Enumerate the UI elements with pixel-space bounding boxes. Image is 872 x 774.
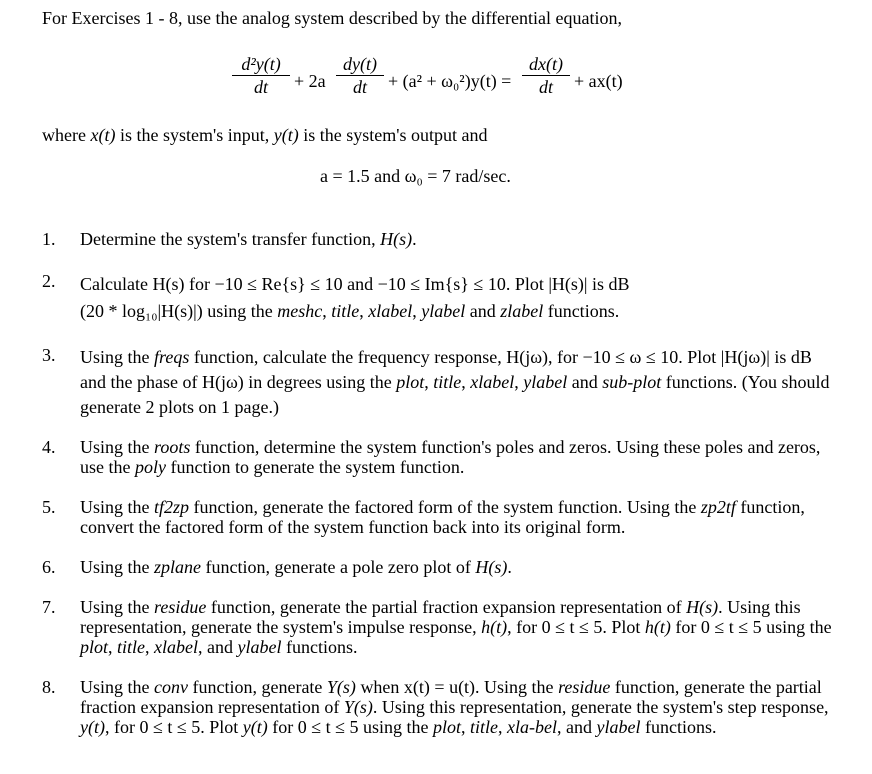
exercise-number: 5. <box>42 497 56 517</box>
fraction-dy-dt <box>336 54 384 97</box>
exercise-text: Using the tf2zp function, generate the factored form of the system function. Using the zp2tf function, convert the factored form of the system function back into its original form. <box>80 497 805 537</box>
fraction-bar <box>232 75 290 76</box>
exercise-item-7 <box>42 597 842 657</box>
exercise-number: 2. <box>42 271 56 291</box>
exercise-item-3 <box>42 345 842 420</box>
where-sentence: where x(t) is the system's input, y(t) is the system's output and <box>42 125 488 145</box>
exercise-text: Using the residue function, generate the partial fraction expansion representation of H(s). Using this representation, generate the system's impulse response, h(t), for 0 ≤ t ≤ 5. Plot h(t) for 0 ≤ t ≤ 5 using the plot, title, xlabel, and ylabel functions. <box>80 597 832 657</box>
fraction-d2y-dt <box>232 54 290 97</box>
differential-equation <box>232 52 652 110</box>
intro-text: For Exercises 1 - 8, use the analog system described by the differential equation, <box>42 8 622 28</box>
fraction-bar <box>522 75 570 76</box>
fraction-bar <box>336 75 384 76</box>
exercise-item-6 <box>42 557 842 577</box>
fraction-numerator: d²y(t) <box>241 54 281 74</box>
coefficient-2a: + 2a <box>294 71 326 91</box>
parameter-values: a = 1.5 and ω₀ = 7 rad/sec. <box>320 166 511 186</box>
exercise-item-5 <box>42 497 842 537</box>
exercise-number: 7. <box>42 597 56 617</box>
exercise-text: Using the roots function, determine the system function's poles and zeros. Using these poles and zeros, use the poly function to generate the system function. <box>80 437 821 477</box>
fraction-numerator: dx(t) <box>529 54 563 74</box>
fraction-numerator: dy(t) <box>343 54 377 74</box>
fraction-denominator: dt <box>352 77 367 97</box>
equation-middle-term: + (a² + ω₀²)y(t) = <box>388 71 512 91</box>
fraction-denominator: dt <box>538 77 553 97</box>
exercise-text: Determine the system's transfer function, H(s). <box>80 229 417 249</box>
exercise-item-8 <box>42 677 842 737</box>
exercise-item-2 <box>42 271 842 325</box>
exercise-item-1 <box>42 229 842 249</box>
exercise-line: Calculate H(s) for −10 ≤ Re{s} ≤ 10 and −10 ≤ Im{s} ≤ 10. Plot |H(s)| is dB <box>80 274 630 294</box>
exercise-number: 8. <box>42 677 56 697</box>
exercise-text: Using the freqs function, calculate the frequency response, H(jω), for −10 ≤ ω ≤ 10. Plot |H(jω)| is dB and the phase of H(jω) in degrees using the plot, title, xlabel, ylabel and sub-plot functions. (You should generate 2 plots on 1 page.) <box>80 347 830 417</box>
exercise-text <box>80 271 842 325</box>
exercise-text: Using the conv function, generate Y(s) when x(t) = u(t). Using the residue function, generate the partial fraction expansion representation of Y(s). Using this representation, generate the system's step response, y(t), for 0 ≤ t ≤ 5. Plot y(t) for 0 ≤ t ≤ 5 using the plot, title, xla-bel, and ylabel functions. <box>80 677 829 737</box>
equation-tail-term: + ax(t) <box>574 71 623 91</box>
exercise-number: 3. <box>42 345 56 365</box>
exercise-line: (20 * log₁₀|H(s)|) using the meshc, title, xlabel, ylabel and zlabel functions. <box>80 301 620 321</box>
fraction-dx-dt <box>522 54 570 97</box>
fraction-denominator: dt <box>253 77 268 97</box>
exercise-number: 6. <box>42 557 56 577</box>
exercise-text: Using the zplane function, generate a pole zero plot of H(s). <box>80 557 512 577</box>
exercise-item-4 <box>42 437 842 477</box>
exercise-number: 1. <box>42 229 56 249</box>
exercise-number: 4. <box>42 437 56 457</box>
